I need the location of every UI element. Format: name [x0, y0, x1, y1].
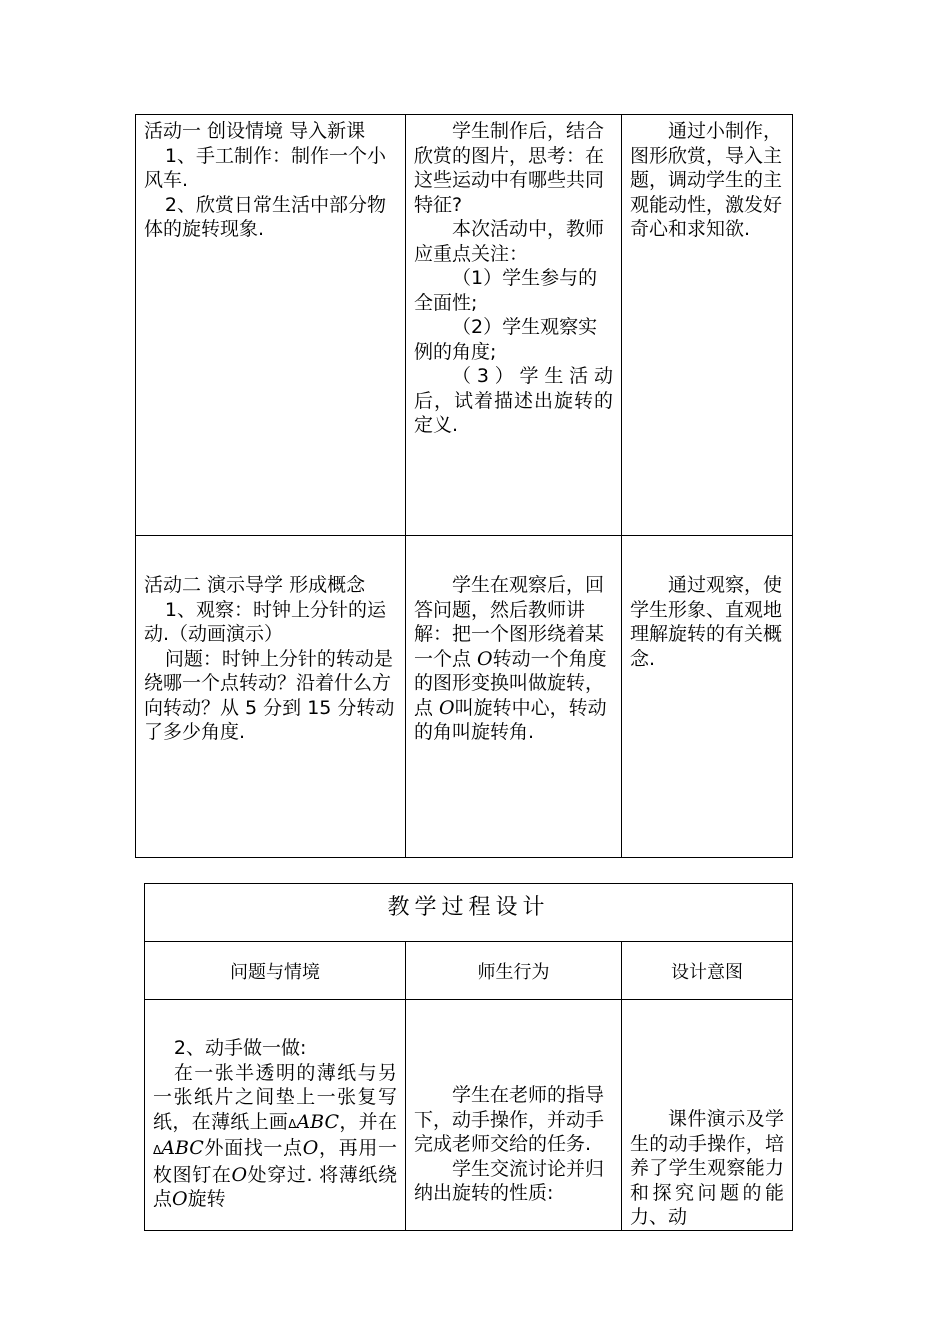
table-cell [136, 536, 406, 858]
paragraph: 本次活动中，教师应重点关注： [414, 218, 605, 265]
paragraph: 学生交流讨论并归纳出旋转的性质: [414, 1157, 605, 1204]
list-item: 2、动手做一做: [173, 1037, 307, 1059]
list-item: 1、手工制作：制作一个小风车. [144, 144, 386, 191]
paragraph [153, 1061, 397, 1212]
table-row [145, 942, 793, 1000]
triangle-symbol: Δ [153, 1143, 162, 1157]
point-label: O [439, 696, 455, 719]
table-cell [622, 115, 793, 536]
column-header: 问题与情境 [145, 942, 406, 1000]
point-label: O [302, 1137, 319, 1159]
table-cell [136, 115, 406, 536]
paragraph: 学生在老师的指导下，动手操作，并动手完成老师交给的任务. [414, 1084, 605, 1155]
column-header: 师生行为 [406, 942, 622, 1000]
activity-table [135, 114, 793, 858]
paragraph: 通过小制作，图形欣赏，导入主题，调动学生的主观能动性，激发好奇心和求知欲. [630, 120, 783, 240]
triangle-symbol: Δ [288, 1116, 297, 1131]
text-segment: ，再用一枚图钉在 [153, 1137, 397, 1186]
paragraph: 学生制作后，结合欣赏的图片，思考：在这些运动中有哪些共同特征? [414, 120, 605, 216]
table-row [136, 115, 793, 536]
list-item: （2）学生观察实例的角度; [414, 316, 598, 363]
text-segment: 学生在观察后，回答问题，然后教师讲解：把一个图形绕着某一个点 [414, 574, 605, 670]
point-label: O [477, 647, 493, 670]
paragraph [414, 573, 613, 745]
text-segment: 叫旋转中心，转动的角叫旋转角. [414, 696, 607, 743]
list-item: （1）学生参与的全面性; [414, 267, 598, 314]
activity-heading: 活动二 演示导学 形成概念 [144, 574, 366, 596]
table-row [145, 1000, 793, 1231]
text-segment: 在一张半透明的薄纸与另一张纸片之间垫上一张复写纸，在薄纸上画 [153, 1061, 397, 1133]
table-cell [406, 536, 622, 858]
point-label: O [172, 1188, 188, 1210]
activity-heading: 活动一 创设情境 导入新课 [144, 120, 366, 142]
list-item: （3）学生活动后，试着描述出旋转的定义. [414, 365, 613, 436]
paragraph: 课件演示及学生的动手操作，培养了学生观察能力和探究问题的能力、动 [630, 1108, 785, 1228]
text-segment: 转动一个角度的图形变换叫做旋转，点 [414, 647, 607, 719]
table-cell [406, 115, 622, 536]
list-item: 1、观察：时钟上分针的运动.（动画演示） [144, 598, 386, 645]
table-row [136, 536, 793, 858]
paragraph: 通过观察，使学生形象、直观地理解旋转的有关概念. [630, 574, 783, 670]
list-item: 2、欣赏日常生活中部分物体的旋转现象. [144, 193, 386, 240]
table-cell [622, 1000, 793, 1231]
table-cell [406, 1000, 622, 1231]
text-segment: 处穿过. 将薄纸绕点 [153, 1163, 397, 1210]
text-segment: ，并在 [339, 1110, 397, 1133]
table-title: 教学过程设计 [145, 884, 793, 942]
table-row [145, 884, 793, 942]
process-design-table [144, 883, 793, 1231]
text-segment: 外面找一点 [203, 1137, 303, 1159]
table-cell [622, 536, 793, 858]
point-label: O [231, 1163, 248, 1186]
triangle-label: ABC [161, 1137, 204, 1159]
column-header: 设计意图 [622, 942, 793, 1000]
triangle-label: ABC [296, 1110, 340, 1133]
table-cell [145, 1000, 406, 1231]
text-segment: 旋转 [187, 1188, 226, 1210]
list-item: 问题：时钟上分针的转动是绕哪一个点转动？沿着什么方向转动？从 5 分到 15 分转动了多少角度. [144, 647, 395, 743]
